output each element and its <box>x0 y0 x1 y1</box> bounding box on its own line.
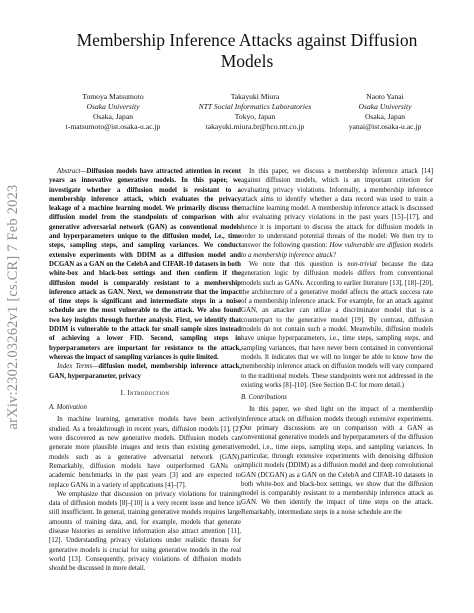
arxiv-stamp: arXiv:2302.03262v1 [cs.CR] 7 Feb 2023 <box>5 184 21 430</box>
paragraph: In this paper, we shed light on the impact of a membership inference attack on diffusion models through extensive experiments. Our primary discussions are on comparison with a GAN as conventional generative models and hyperparameters of the diffusion model, i.e., time steps, sampling steps, and sampling variances. In particular, through extensive experiments with denoising diffusion implicit models (DDIM) as a diffusion model and deep convolutional GAN (DCGAN) as a GAN on the CelebA and CIFAR-10 datasets in both white-box and black-box settings, we show that the diffusion model is comparably resistant to a membership inference attack as GAN. We then identify the impact of time steps on the attack. Remarkably, intermediate steps in a noise schedule are the <box>241 406 433 516</box>
section-heading: I. Introduction <box>120 389 170 397</box>
author-affiliation: NTT Social Informatics Laboratories <box>198 102 312 111</box>
subsection-heading-contributions: B. Contributions <box>241 394 287 402</box>
author-block-1 <box>58 92 168 132</box>
author-block-2 <box>180 92 330 132</box>
index-terms-label: Index Terms <box>57 363 93 371</box>
abstract-text: Diffusion models have attracted attention in recent years as innovative generative models. In this paper, we investigate whether a diffusion model is resistant to a membership inference attack, which evaluates the privacy leakage of a machine learning model. We primarily discuss the diffusion model from the standpoints of comparison with a generative adversarial network (GAN) as conventional models and hyperparameters unique to the diffusion model, i.e., time steps, sampling steps, and sampling variances. We conduct extensive experiments with DDIM as a diffusion model and DCGAN as a GAN on the CelebA and CIFAR-10 datasets in both white-box and black-box settings and then confirm if the diffusion model is comparably resistant to a membership inference attack as GAN. Next, we demonstrate that the impact of time steps is significant and intermediate steps in a noise schedule are the most vulnerable to the attack. We also found two key insights through further analysis. First, we identify that DDIM is vulnerable to the attack for small sample sizes instead of achieving a lower FID. Second, sampling steps in hyperparameters are important for resistance to the attack, whereas the impact of sampling variances is quite limited. <box>49 168 241 361</box>
author-block-3 <box>330 92 440 132</box>
index-terms: Index Terms—diffusion model, membership inference attack, GAN, hyperparameter, privacy <box>49 363 242 380</box>
author-affiliation: Osaka University <box>358 102 412 111</box>
paragraph: In machine learning, generative models have been actively studied. As a breakthrough in recent years, diffusion models [1], [2] were discovered as new generative models. Diffusion models can generate more plausible images and texts than existing generative models such as a generative adversarial network (GAN). Remarkably, diffusion models have outperformed GANs on academic benchmarks in the past years [3] and are expected to replace GANs in a variety of applications [4]–[7]. <box>49 416 241 489</box>
author-affiliation: Osaka University <box>86 102 140 111</box>
abstract-label: Abstract <box>57 168 81 175</box>
abstract: Abstract—Diffusion models have attracted attention in recent years as innovative generative models. In this paper, we investigate whether a diffusion model is resistant to a membership inference attack, which evaluates the privacy leakage of a machine learning model. We primarily discuss the diffusion model from the standpoints of comparison with a generative adversarial network (GAN) as conventional models and hyperparameters unique to the diffusion model, i.e., time steps, sampling steps, and sampling variances. We conduct extensive experiments with DDIM as a diffusion model and DCGAN as a GAN on the CelebA and CIFAR-10 datasets in both white-box and black-box settings and then confirm if the diffusion model is comparably resistant to a membership inference attack as GAN. Next, we demonstrate that the impact of time steps is significant and intermediate steps in a noise schedule are the most vulnerable to the attack. We also found two key insights through further analysis. First, we identify that DDIM is vulnerable to the attack for small sample sizes instead of achieving a lower FID. Second, sampling steps in hyperparameters are important for resistance to the attack, whereas the impact of sampling variances is quite limited. <box>49 168 241 361</box>
author-location: Osaka, Japan <box>92 112 134 121</box>
index-terms-text: diffusion model, membership inference attack, GAN, hyperparameter, privacy <box>49 363 242 380</box>
author-email: t-matsumoto@ist.osaka-u.ac.jp <box>65 122 161 131</box>
paragraph: In this paper, we discuss a membership inference attack [14] against diffusion models, which is an important criterion for evaluating privacy violations. Informally, a membership inference attack aims to identify whether a data record was used to train a machine learning model. A membership inference attack is discussed for evaluating privacy violations in the past years [15]–[17], and hence it is important to discuss the attack for diffusion models in order to understand potential threats of the model: We then try to answer the following question: How vulnerable are diffusion models to a membership inference attack? <box>241 168 433 259</box>
author-email: takayuki.miura.br@hco.ntt.co.jp <box>205 122 305 131</box>
author-location: Osaka, Japan <box>364 112 406 121</box>
paper-title: Membership Inference Attacks against Diffusion Models <box>76 30 418 71</box>
right-column <box>241 167 433 517</box>
author-name: Tomoya Matsumoto <box>82 92 144 101</box>
subsection-heading-motivation: A. Motivation <box>49 404 87 412</box>
left-column <box>49 167 241 573</box>
paragraph: We note that this question is non-trivial because the data generation logic by diffusion models differs from conventional models such as GANs. According to earlier literature [13], [18]–[20], the architecture of a generative model affects the attack success rate of a membership inference attack. For example, for an attack against GAN, an attacker can utilize a discriminator model that is a counterpart to the generative model [19]. By contrast, diffusion models do not contain such a model. Meanwhile, diffusion models have unique hyperparameters, i.e., time steps, sampling steps, and sampling variances, that have never been contained in conventional models. It indicates that we will no longer be able to know how the membership inference attack on diffusion models will vary compared to the traditional models. These standpoints were not addressed in the existing works [8]–[10]. (See Section II-C for more detail.) <box>241 260 433 389</box>
research-question: How vulnerable are diffusion models to a membership inference attack? <box>241 242 433 259</box>
author-name: Takayuki Miura <box>230 92 280 101</box>
author-location: Tokyo, Japan <box>234 112 276 121</box>
author-email: yanai@ist.osaka-u.ac.jp <box>348 122 422 131</box>
author-name: Naoto Yanai <box>366 92 404 101</box>
paragraph: We emphasize that discussion on privacy violations for training data of diffusion models [8]–[10] is a very recent issue and hence is still insufficient. In general, training generative models requires large amounts of training data, and, for example, models that generate disease histories as sensitive information also attract attention [11], [12]. Understanding privacy violations under realistic threats for generative models is crucial for using generative models in the real world [13]. Consequently, privacy violations of diffusion models should be discussed in more detail. <box>49 490 241 573</box>
